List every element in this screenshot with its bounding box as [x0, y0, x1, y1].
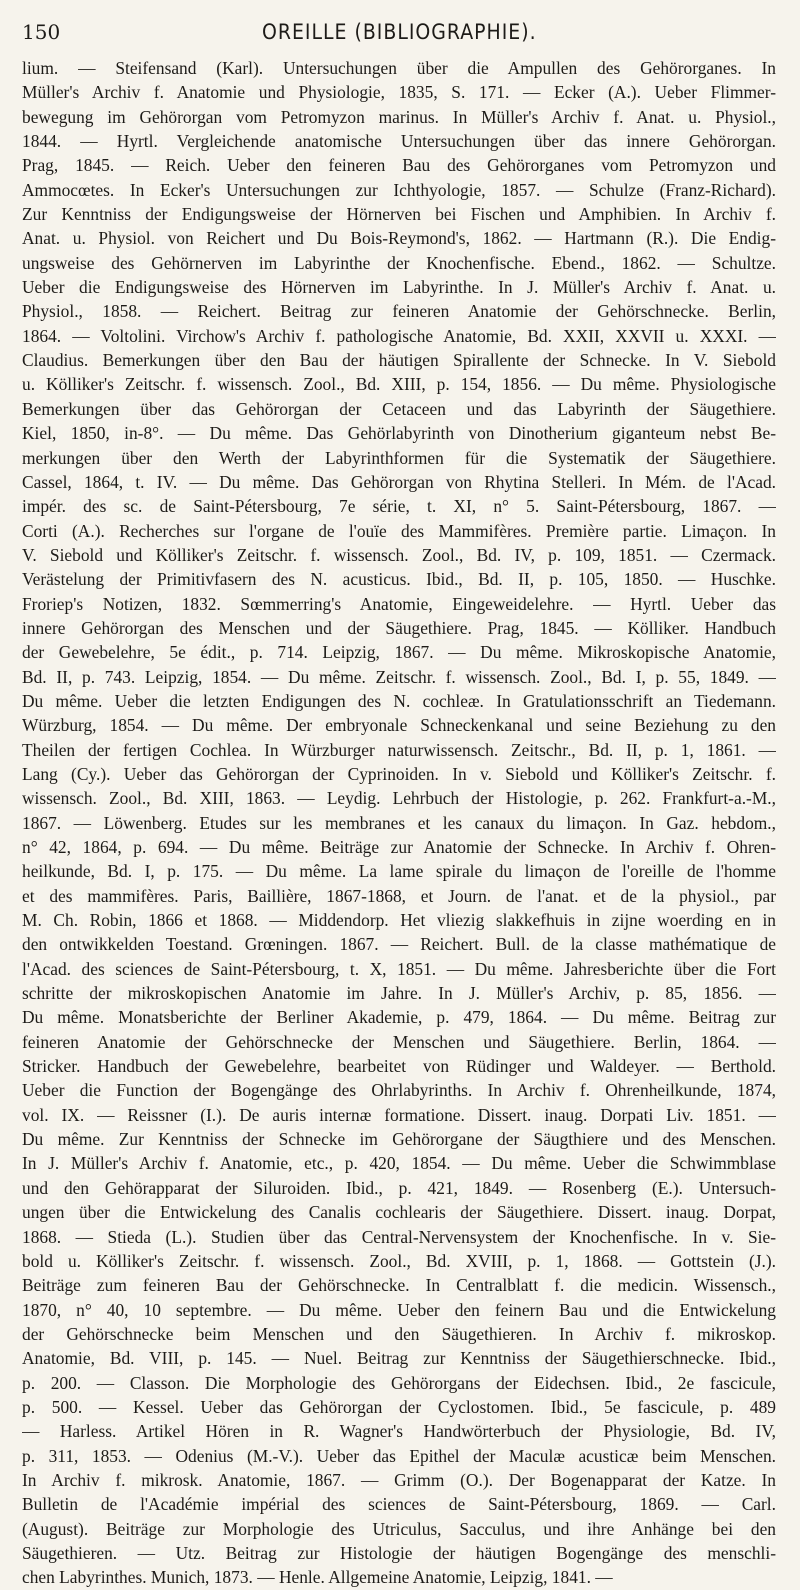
text-line: bewegung im Gehörorgan vom Petromyzon marinus. In Müller's Archiv f. Anat. u. Physiol., [22, 106, 776, 127]
text-line: p. 200. — Classon. Die Morphologie des Gehörorgans der Eidechsen. Ibid., 2e fascicule, [22, 1372, 776, 1393]
text-line: Ammocœtes. In Ecker's Untersuchungen zur Ichthyologie, 1857. — Schulze (Franz-Richard). [22, 179, 776, 200]
text-line: vol. IX. — Reissner (I.). De auris internæ formatione. Dissert. inaug. Dorpati Liv. 1851. — [22, 1104, 776, 1125]
text-line: Zur Kenntniss der Endigungsweise der Hörnerven bei Fischen und Amphibien. In Archiv f. [22, 204, 776, 225]
text-line: ungen über die Entwickelung des Canalis cochlearis der Säugethiere. Dissert. inaug. Dorpat, [22, 1202, 776, 1223]
text-line: Kiel, 1850, in-8°. — Du même. Das Gehörlabyrinth von Dinotherium giganteum nebst Be- [22, 423, 776, 444]
text-line: V. Siebold und Kölliker's Zeitschr. f. wissensch. Zool., Bd. IV, p. 109, 1851. — Czermack. [22, 544, 776, 565]
text-line: 1870, n° 40, 10 septembre. — Du même. Ueber den feinern Bau und die Entwickelung [22, 1299, 776, 1320]
text-line: chen Labyrinthes. Munich, 1873. — Henle. Allgemeine Anatomie, Leipzig, 1841. — [22, 1567, 613, 1588]
text-line: 1867. — Löwenberg. Etudes sur les membranes et les canaux du limaçon. In Gaz. hebdom., [22, 812, 776, 833]
text-line: Du même. Zur Kenntniss der Schnecke im Gehörorgane der Säugthiere und des Menschen. [22, 1129, 776, 1150]
text-line: innere Gehörorgan des Menschen und der Säugethiere. Prag, 1845. — Kölliker. Handbuch [22, 617, 776, 638]
text-line: 1864. — Voltolini. Virchow's Archiv f. pathologische Anatomie, Bd. XXII, XXVII u. XXXI. — [22, 325, 776, 346]
text-line: Cassel, 1864, t. IV. — Du même. Das Gehörorgan von Rhytina Stelleri. In Mém. de l'Acad. [22, 471, 776, 492]
text-line: heilkunde, Bd. I, p. 175. — Du même. La lame spirale du limaçon de l'oreille de l'homme [22, 861, 776, 882]
text-line: der Gewebelehre, 5e édit., p. 714. Leipzig, 1867. — Du même. Mikroskopische Anatomie, [22, 642, 776, 663]
text-line: M. Ch. Robin, 1866 et 1868. — Middendorp. Het vliezig slakkefhuis in zijne woerding en in [22, 910, 776, 931]
text-line: n° 42, 1864, p. 694. — Du même. Beiträge zur Anatomie der Schnecke. In Archiv f. Ohren- [22, 837, 776, 857]
text-line: ungsweise des Gehörnerven im Labyrinthe der Knochenfische. Ebend., 1862. — Schultze. [22, 252, 776, 273]
text-line: Anat. u. Physiol. von Reichert und Du Bois-Reymond's, 1862. — Hartmann (R.). Die Endig- [22, 228, 776, 249]
text-line: bold u. Kölliker's Zeitschr. f. wissensch. Zool., Bd. XVIII, p. 1, 1868. — Gottstein (J.). [22, 1250, 776, 1271]
text-line: In J. Müller's Archiv f. Anatomie, etc., p. 420, 1854. — Du même. Ueber die Schwimmblase [22, 1153, 776, 1174]
text-line: Säugethieren. — Utz. Beitrag zur Histologie der häutigen Bogengänge des menschli- [22, 1542, 776, 1563]
text-line: Bulletin de l'Académie impérial des sciences de Saint-Pétersbourg, 1869. — Carl. [22, 1494, 776, 1515]
text-line: Müller's Archiv f. Anatomie und Physiologie, 1835, S. 171. — Ecker (A.). Ueber Flimmer- [22, 82, 776, 103]
text-line: Froriep's Notizen, 1832. Sœmmerring's Anatomie, Eingeweidelehre. — Hyrtl. Ueber das [22, 593, 776, 614]
text-line: Ueber die Endigungsweise des Hörnerven im Labyrinthe. In J. Müller's Archiv f. Anat. u. [22, 277, 776, 298]
text-line: Würzburg, 1854. — Du même. Der embryonale Schneckenkanal und seine Beziehung zu den [22, 715, 776, 736]
text-line: Verästelung der Primitivfasern des N. acusticus. Ibid., Bd. II, p. 105, 1850. — Huschke. [22, 569, 776, 590]
text-line: In Archiv f. mikrosk. Anatomie, 1867. — Grimm (O.). Der Bogenapparat der Katze. In [22, 1469, 776, 1490]
text-line: Anatomie, Bd. VIII, p. 145. — Nuel. Beitrag zur Kenntniss der Säugethierschnecke. Ibid., [22, 1348, 776, 1369]
text-line: et des mammifères. Paris, Baillière, 1867-1868, et Journ. de l'anat. et de la physiol., par [22, 885, 776, 906]
text-line: wissensch. Zool., Bd. XIII, 1863. — Leydig. Lehrbuch der Histologie, p. 262. Frankfurt-a.-M., [22, 788, 776, 809]
text-line: schritte der mikroskopischen Anatomie im Jahre. In J. Müller's Archiv, p. 85, 1856. — [22, 983, 776, 1004]
text-line: Ueber die Function der Bogengänge des Ohrlabyrinths. In Archiv f. Ohrenheilkunde, 1874, [22, 1080, 776, 1101]
text-line: Theilen der fertigen Cochlea. In Würzburger naturwissensch. Zeitschr., Bd. II, p. 1, 1861. — [22, 739, 776, 760]
text-line: feineren Anatomie der Gehörschnecke der Menschen und Säugethiere. Berlin, 1864. — [22, 1031, 776, 1052]
text-line: Physiol., 1858. — Reichert. Beitrag zur feineren Anatomie der Gehörschnecke. Berlin, [22, 301, 776, 322]
text-line: Bd. II, p. 743. Leipzig, 1854. — Du même. Zeitschr. f. wissensch. Zool., Bd. I, p. 55, 1849. — [22, 666, 776, 687]
text-line: der Gehörschnecke beim Menschen und den Säugethieren. In Archiv f. mikroskop. [22, 1323, 776, 1344]
page-number: 150 [22, 20, 61, 44]
text-line: p. 500. — Kessel. Ueber das Gehörorgan der Cyclostomen. Ibid., 5e fascicule, p. 489 [22, 1396, 776, 1417]
text-line: und den Gehörapparat der Siluroiden. Ibid., p. 421, 1849. — Rosenberg (E.). Untersuch- [22, 1177, 776, 1198]
text-line: 1868. — Stieda (L.). Studien über das Central-Nervensystem der Knochenfische. In v. Sie- [22, 1226, 776, 1247]
text-line: Lang (Cy.). Ueber das Gehörorgan der Cyprinoiden. In v. Siebold und Kölliker's Zeitschr. f. [22, 763, 776, 784]
text-line: 1844. — Hyrtl. Vergleichende anatomische Untersuchungen über das innere Gehörorgan. [22, 131, 776, 152]
text-line: Stricker. Handbuch der Gewebelehre, bearbeitet von Rüdinger und Waldeyer. — Berthold. [22, 1056, 776, 1077]
text-line: Corti (A.). Recherches sur l'organe de l'ouïe des Mammifères. Première partie. Limaçon. In [22, 520, 776, 541]
bibliography-text [22, 56, 776, 1590]
text-line: Du même. Ueber die letzten Endigungen des N. cochleæ. In Gratulationsschrift an Tiedemann. [22, 690, 776, 711]
text-line: lium. — Steifensand (Karl). Untersuchungen über die Ampullen des Gehörorganes. In [22, 58, 776, 78]
running-head [22, 20, 776, 50]
text-line: impér. des sc. de Saint-Pétersbourg, 7e série, t. XI, n° 5. Saint-Pétersbourg, 1867. — [22, 496, 776, 517]
text-line: — Harless. Artikel Hören in R. Wagner's Handwörterbuch der Physiologie, Bd. IV, [22, 1421, 776, 1442]
text-line: l'Acad. des sciences de Saint-Pétersbourg, t. X, 1851. — Du même. Jahresberichte über die Fort [22, 958, 776, 979]
text-line: Claudius. Bemerkungen über den Bau der häutigen Spirallente der Schnecke. In V. Siebold [22, 350, 776, 371]
text-line: (August). Beiträge zur Morphologie des Utriculus, Sacculus, und ihre Anhänge bei den [22, 1518, 776, 1539]
text-line: p. 311, 1853. — Odenius (M.-V.). Ueber das Epithel der Maculæ acusticæ beim Menschen. [22, 1445, 776, 1466]
text-line: den ontwikkelden Toestand. Grœningen. 1867. — Reichert. Bull. de la classe mathématique de [22, 934, 776, 955]
text-line: Bemerkungen über das Gehörorgan der Cetaceen und das Labyrinth der Säugethiere. [22, 398, 776, 419]
text-line: Beiträge zum feineren Bau der Gehörschnecke. In Centralblatt f. die medicin. Wissensch., [22, 1275, 776, 1296]
text-line: merkungen über den Werth der Labyrinthformen für die Systematik der Säugethiere. [22, 447, 776, 468]
running-title: OREILLE (BIBLIOGRAPHIE). [262, 20, 537, 44]
text-line: Prag, 1845. — Reich. Ueber den feineren Bau des Gehörorganes vom Petromyzon und [22, 155, 776, 176]
text-line: Du même. Monatsberichte der Berliner Akademie, p. 479, 1864. — Du même. Beitrag zur [22, 1007, 776, 1028]
text-line: u. Kölliker's Zeitschr. f. wissensch. Zool., Bd. XIII, p. 154, 1856. — Du même. Physiologische [22, 374, 776, 395]
